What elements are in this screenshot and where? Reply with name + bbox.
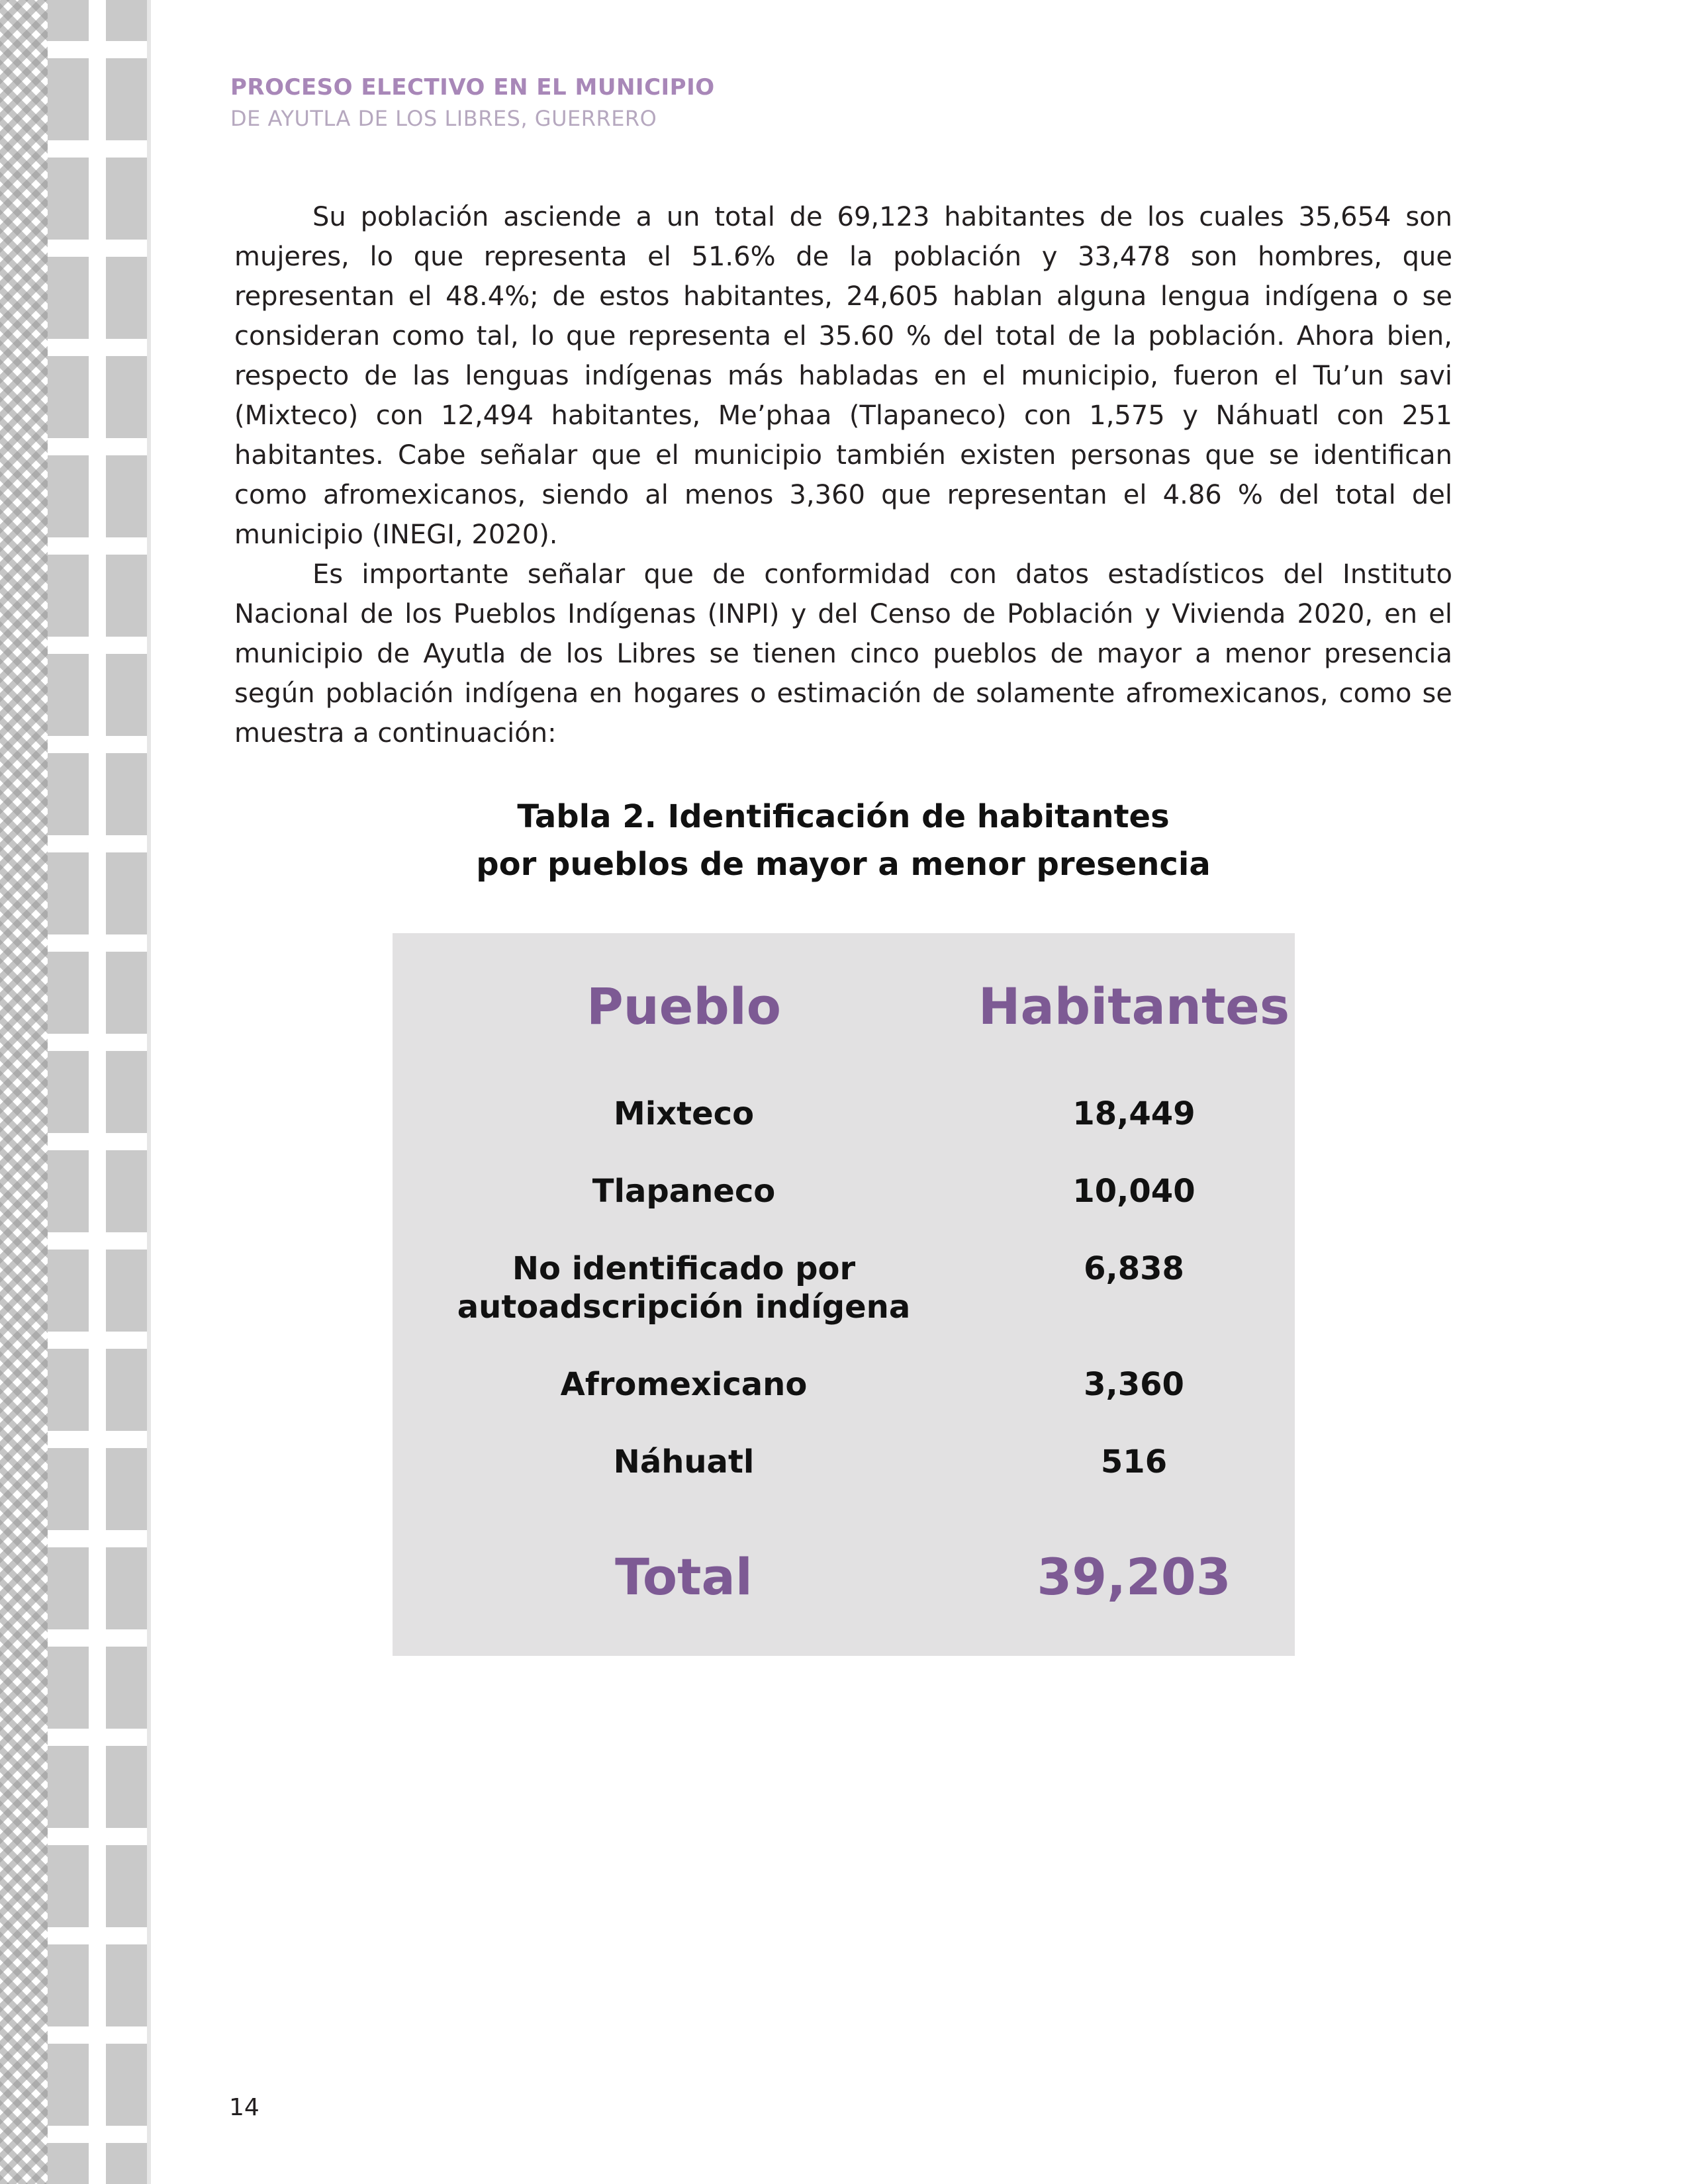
population-table <box>393 933 1295 1656</box>
table-header-habitantes: Habitantes <box>978 977 1290 1036</box>
table-row-pueblo: Tlapaneco <box>592 1173 776 1210</box>
table-title-line2: por pueblos de mayor a menor presencia <box>476 846 1211 883</box>
table-row-habitantes: 516 <box>1100 1443 1168 1480</box>
table-total-label: Total <box>615 1547 753 1606</box>
table-total-value: 39,203 <box>1037 1547 1231 1606</box>
table-row-pueblo: Mixteco <box>613 1095 755 1132</box>
table-row-pueblo: Náhuatl <box>613 1443 755 1480</box>
table-title-line1: Tabla 2. Identificación de habitantes <box>517 798 1170 835</box>
table-row-pueblo: Afromexicano <box>560 1366 808 1403</box>
page-number: 14 <box>229 2094 259 2121</box>
table-row-habitantes: 6,838 <box>1084 1250 1184 1287</box>
paragraph-population: Su población asciende a un total de 69,123 habitantes de los cuales 35,654 son mujeres, lo que representa el 51.6% de la población y 33,478 son hombres, que representan el 48.4%; de estos habitantes, 24,605 hablan alguna lengua indígena o se consideran como tal, lo que representa el 35.60 % del total de la población. Ahora bien, respecto de las lenguas indígenas más habladas en el municipio, fueron el Tu’un savi (Mixteco) con 12,494 habitantes, Me’phaa (Tlapaneco) con 1,575 y Náhuatl con 251 habitantes. Cabe señalar que el municipio también existen personas que se identifican como afromexicanos, siendo al menos 3,360 que representan el 4.86 % del total del municipio (INEGI, 2020). <box>234 202 1452 550</box>
border-pattern <box>48 0 147 2184</box>
running-header-title: PROCESO ELECTIVO EN EL MUNICIPIO <box>230 74 715 101</box>
table-row-habitantes: 3,360 <box>1084 1366 1184 1403</box>
table-header-pueblo: Pueblo <box>586 977 782 1036</box>
table-row-pueblo-line2: autoadscripción indígena <box>457 1289 911 1326</box>
table-row-pueblo-line1: No identificado por <box>512 1250 856 1287</box>
running-header-subtitle: DE AYUTLA DE LOS LIBRES, GUERRERO <box>230 106 657 131</box>
table-row-habitantes: 10,040 <box>1072 1173 1196 1210</box>
paragraph-peoples: Es importante señalar que de conformidad con datos estadísticos del Instituto Nacional de los Pueblos Indígenas (INPI) y del Censo de Población y Vivienda 2020, en el municipio de Ayutla de los Libres se tienen cinco pueblos de mayor a menor presencia según población indígena en hogares o estimación de solamente afromexicanos, como se muestra a continuación: <box>234 559 1452 749</box>
table-row-habitantes: 18,449 <box>1072 1095 1196 1132</box>
border-edge <box>147 0 151 2184</box>
table-title <box>234 793 1452 888</box>
decorative-border <box>0 0 147 2184</box>
